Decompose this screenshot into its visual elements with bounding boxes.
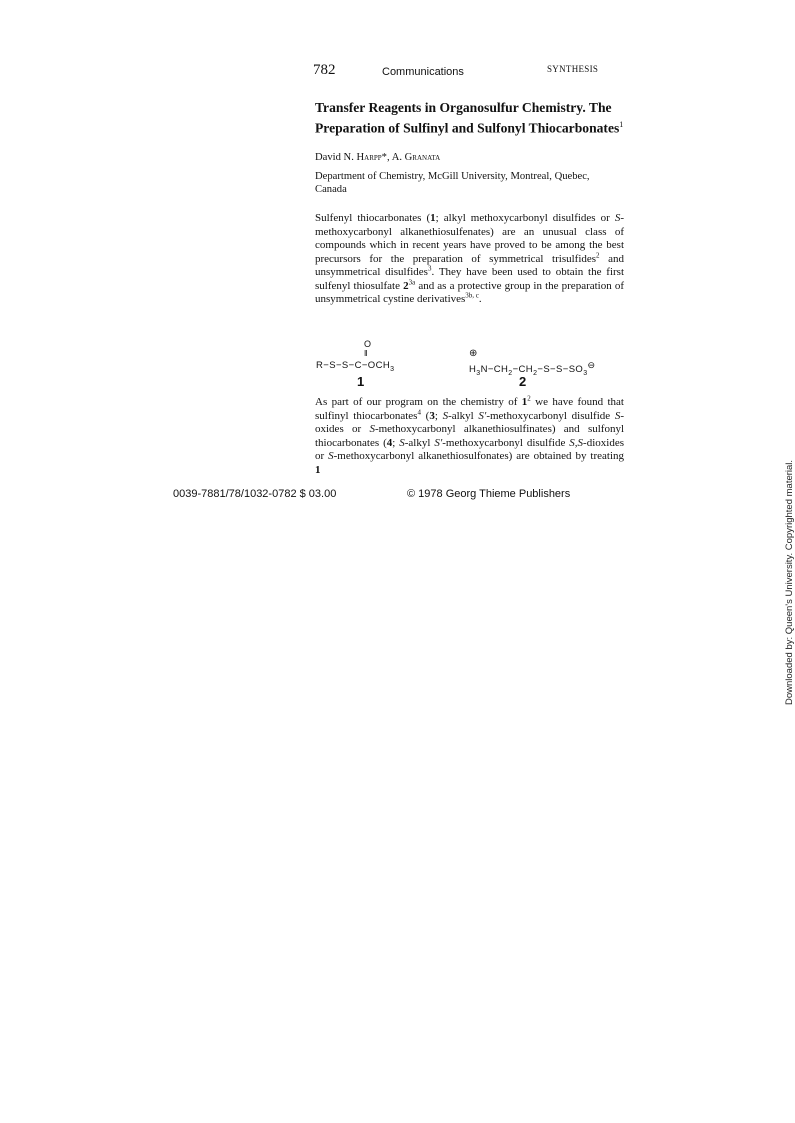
structure-2-formula (469, 360, 595, 377)
affiliation-line-2: Canada (315, 184, 347, 195)
formula-text: R−S−S−C−OCH (316, 360, 391, 371)
italic-run: S (369, 423, 375, 435)
text-run: . (478, 293, 482, 305)
article-code: 0039-7881/78/1032-0782 $ 03.00 (173, 488, 337, 500)
italic-run: S (442, 409, 449, 422)
formula-subscript: 2 (533, 370, 538, 378)
formula-text: −S−S−SO (537, 364, 584, 376)
text-run: As part of our program on the chemistry of (315, 396, 522, 408)
structure-1-double-bond: II (364, 349, 367, 358)
citation-ref: 4 (417, 407, 421, 416)
text-run: -dioxides or (315, 436, 624, 462)
text-run: -methoxycarbonyl disulfide (486, 409, 615, 422)
italic-run: S′ (434, 436, 443, 449)
italic-run: S,S (569, 436, 584, 449)
structure-1-formula (316, 360, 394, 373)
article-title (315, 99, 630, 137)
compound-ref: 2 (403, 279, 409, 292)
affiliation (315, 170, 625, 196)
text-run: . They have been used to obtain the first sulfenyl thiosulfate (315, 266, 624, 292)
compound-label-2: 2 (519, 374, 527, 389)
text-run: ; (434, 409, 443, 422)
formula-text: N−CH (480, 364, 509, 376)
compound-ref: 1 (430, 212, 436, 224)
author1-mark: *, (381, 152, 392, 163)
italic-run: S (614, 409, 621, 422)
compound-ref: 3 (429, 409, 435, 422)
title-line-2: Preparation of Sulfinyl and Sulfonyl Thiocarbonates (315, 120, 620, 136)
authors (315, 152, 440, 163)
author2-family: Granata (404, 152, 441, 163)
structure-1-oxygen: O (364, 339, 372, 349)
text-run: we have found that sulfinyl thiocarbonates (315, 396, 624, 422)
text-run: and as a protective group in the preparation of unsymmetrical cystine derivatives (315, 279, 624, 305)
formula-subscript: 2 (508, 370, 513, 378)
italic-run: S (328, 450, 334, 462)
citation-ref: 2 (527, 394, 531, 403)
text-run: ; alkyl methoxycarbonyl disulfides or (435, 212, 615, 224)
text-run: -alkyl (448, 409, 479, 422)
author1-given: David N. (315, 152, 357, 163)
text-run: and unsymmetrical disulfides (315, 252, 624, 278)
body-paragraph-1 (315, 212, 624, 307)
text-run: Sulfenyl thiocarbonates ( (315, 212, 431, 224)
title-footnote-ref: 1 (619, 120, 624, 129)
formula-subscript: 3 (390, 365, 395, 373)
charge-minus-icon: ⊖ (587, 360, 596, 370)
author1-family: Harpp (356, 152, 382, 163)
journal-name: SYNTHESIS (547, 64, 599, 74)
section-label: Communications (382, 66, 464, 78)
title-line-1: Transfer Reagents in Organosulfur Chemistry. The (315, 100, 612, 115)
formula-text: H (469, 364, 477, 376)
citation-ref: 3a (408, 277, 416, 286)
text-run: -methoxycarbonyl disulfide (442, 436, 570, 449)
italic-run: S (614, 212, 621, 224)
affiliation-line-1: Department of Chemistry, McGill University, Montreal, Quebec, (315, 171, 590, 182)
download-watermark: Downloaded by: Queen's University. Copyrighted material. (784, 459, 795, 705)
compound-label-1: 1 (357, 374, 365, 389)
compound-ref: 1 (315, 463, 321, 476)
italic-run: S′ (478, 409, 487, 422)
text-run: -methoxycarbonyl alkanethiosulfenates) are an unusual class of compounds which in recent years have proved to be among the best precursors for the preparation of symmetrical trisulfides (315, 212, 624, 265)
citation-ref: 3b, c (465, 291, 479, 300)
citation-ref: 3 (427, 264, 432, 273)
text-run: -methoxycarbonyl alkanethiosulfinates) and sulfonyl thiocarbonates ( (315, 423, 625, 449)
text-run: -methoxycarbonyl alkanethiosulfonates) are obtained by treating (333, 450, 625, 462)
text-run: -alkyl (404, 436, 435, 449)
compound-ref: 1 (521, 396, 528, 408)
citation-ref: 2 (596, 250, 600, 259)
copyright-notice: © 1978 Georg Thieme Publishers (407, 488, 571, 500)
formula-subscript: 3 (583, 370, 588, 378)
author2-given: A. (391, 152, 405, 163)
text-run: ; (392, 436, 400, 449)
formula-subscript: 3 (476, 370, 481, 378)
compound-ref: 4 (386, 436, 393, 449)
page-number: 782 (313, 62, 336, 78)
text-run: -oxides or (315, 409, 624, 435)
charge-plus-icon: ⊕ (469, 348, 478, 359)
formula-text: −CH (512, 364, 534, 376)
body-paragraph-2 (315, 396, 624, 477)
italic-run: S (399, 436, 405, 449)
text-run: ( (420, 409, 430, 422)
